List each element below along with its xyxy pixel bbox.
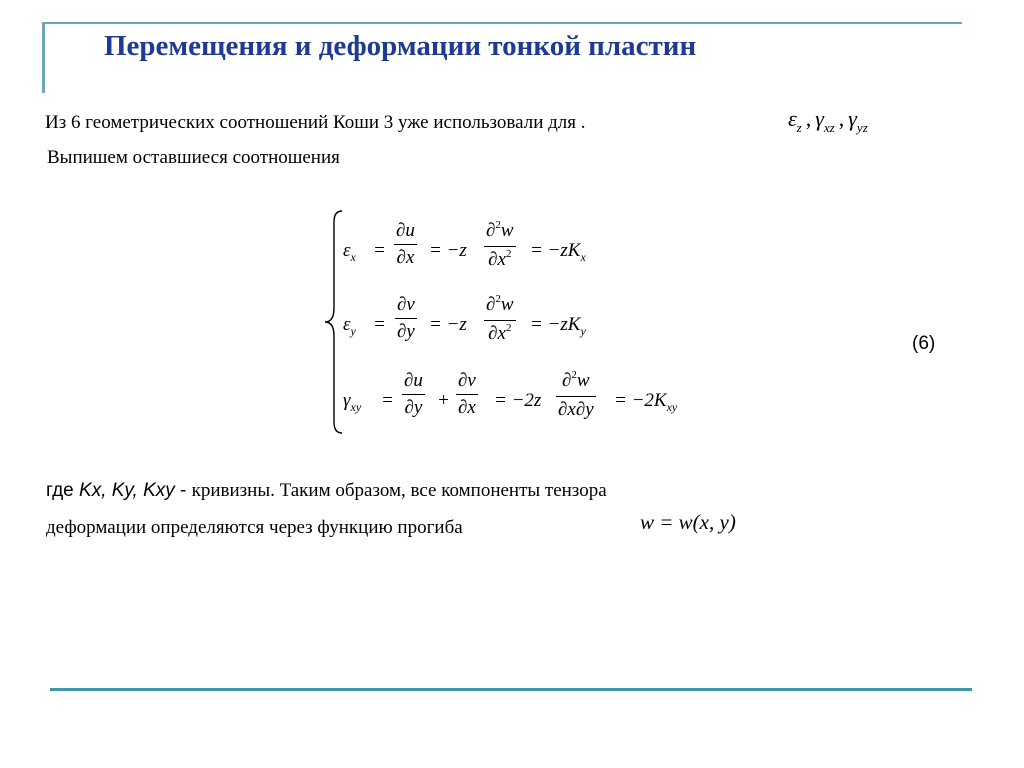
gamma-symbol: γ (848, 106, 857, 131)
gamma-symbol: γ (815, 106, 824, 131)
epsilon-symbol: ε (788, 106, 797, 131)
fraction-dv-dy: ∂ν ∂y (397, 294, 415, 342)
conclusion-line-2: деформации определяются через функцию прогиба (46, 517, 463, 538)
fraction-dv-dx: ∂ν ∂x (458, 370, 476, 418)
slide-title: Перемещения и деформации тонкой пластин (104, 30, 697, 62)
conclusion-line: где Kx, Ky, Kxy - кривизны. Таким образом, все компоненты тензора (46, 480, 607, 501)
fraction-du-dx: ∂u ∂x (396, 220, 415, 268)
deflection-function: w = w(x, y) (640, 510, 736, 534)
bottom-divider (50, 688, 972, 691)
fraction-du-dy: ∂u ∂y (404, 370, 423, 418)
intro-line: Из 6 геометрических соотношений Коши 3 уже использовали для . (45, 112, 586, 133)
equation-number: (6) (912, 333, 936, 354)
intro-line-2: Выпишем оставшиеся соотношения (47, 147, 340, 168)
fraction-d2w-dxdy: ∂$^2$w ∂x∂y (558, 369, 594, 420)
title-frame-top (42, 22, 962, 24)
title-frame-left (42, 22, 45, 93)
curvature-vars: Kx, Ky, Kxy (79, 480, 175, 501)
fraction-d2w-dx2: ∂$^2$w $\partial x^2$ (486, 219, 514, 270)
used-strains-formula: $\varepsilon_z$ , $\gamma_{xz}$ , $\gamma_{yz}$ (788, 106, 868, 135)
fraction-d2w-dx2-b: ∂$^2$w $\partial x^2$ (486, 293, 514, 344)
